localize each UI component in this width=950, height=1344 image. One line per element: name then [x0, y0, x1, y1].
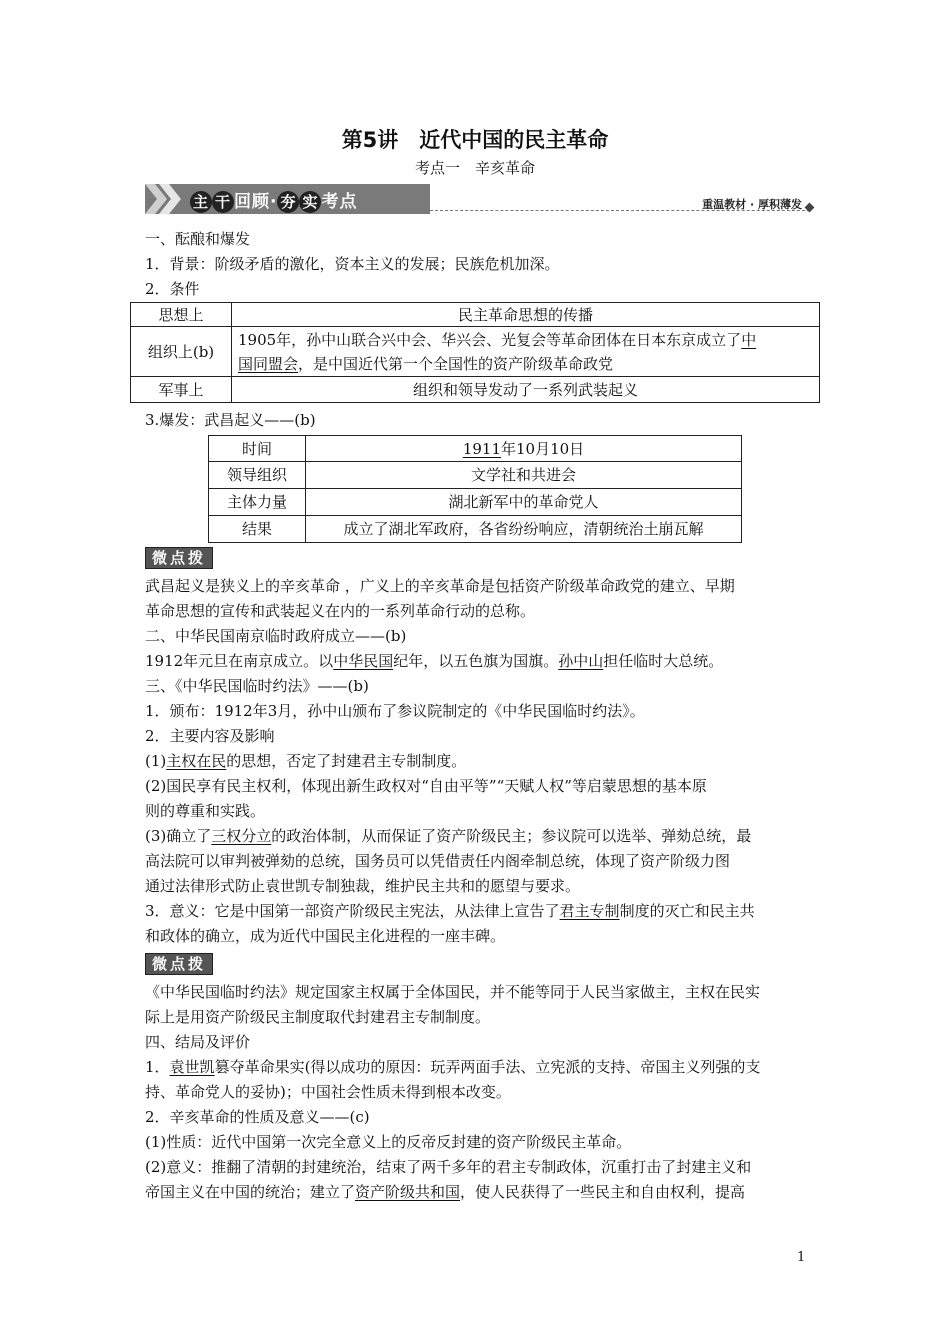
table-cell-label: 思想上	[131, 303, 232, 327]
table-cell: 成立了湖北军政府，各省纷纷响应，清朝统治土崩瓦解	[306, 516, 742, 543]
paragraph: 际上是用资产阶级民主制度取代封建君主专制制度。	[145, 1008, 491, 1026]
paragraph: 革命思想的宣传和武装起义在内的一系列革命行动的总称。	[145, 602, 536, 620]
paragraph: 2．主要内容及影响	[145, 727, 275, 745]
table-cell: 组织和领导发动了一系列武装起义	[232, 377, 820, 403]
tip-badge: 微点拨	[145, 953, 213, 975]
paragraph: 3．意义：它是中国第一部资产阶级民主宪法，从法律上宣告了君主专制制度的灭亡和民主共	[145, 902, 755, 920]
tip-badge: 微点拨	[145, 547, 213, 569]
conditions-table	[130, 302, 820, 403]
paragraph: 1912年元旦在南京成立。以中华民国纪年，以五色旗为国旗。孙中山担任临时大总统。	[145, 652, 724, 670]
section-heading: 四、结局及评价	[145, 1033, 251, 1051]
section-heading: 一、酝酿和爆发	[145, 230, 251, 248]
page-number: 1	[797, 1250, 806, 1265]
page-title: 第5讲 近代中国的民主革命	[341, 128, 609, 152]
paragraph: 高法院可以审判被弹劾的总统，国务员可以凭借责任内阁牵制总统，体现了资产阶级力图	[145, 852, 731, 870]
wuchang-table	[208, 435, 742, 543]
paragraph: (1)主权在民的思想，否定了封建君主专制制度。	[145, 752, 467, 770]
paragraph: 1．背景：阶级矛盾的激化，资本主义的发展；民族危机加深。	[145, 255, 560, 273]
paragraph: 和政体的确立，成为近代中国民主化进程的一座丰碑。	[145, 927, 506, 945]
paragraph: 3.爆发：武昌起义——(b)	[145, 411, 316, 429]
paragraph: 通过法律形式防止袁世凯专制独裁，维护民主共和的愿望与要求。	[145, 877, 581, 895]
paragraph: 2．条件	[145, 280, 200, 298]
paragraph: 2．辛亥革命的性质及意义——(c)	[145, 1108, 370, 1126]
table-cell: 湖北新军中的革命党人	[306, 489, 742, 516]
table-cell-label: 主体力量	[209, 489, 306, 516]
paragraph: (3)确立了三权分立的政治体制，从而保证了资产阶级民主；参议院可以选举、弹劾总统，最	[145, 827, 752, 845]
table-cell-label: 军事上	[131, 377, 232, 403]
paragraph: (1)性质：近代中国第一次完全意义上的反帝反封建的资产阶级民主革命。	[145, 1133, 632, 1151]
paragraph: 1．袁世凯篡夺革命果实(得以成功的原因：玩弄两面手法、立宪派的支持、帝国主义列强的支	[145, 1058, 761, 1076]
paragraph: 武昌起义是狭义上的辛亥革命 ，广义上的辛亥革命是包括资产阶级革命政党的建立、早期	[145, 577, 735, 595]
table-cell: 民主革命思想的传播	[232, 303, 820, 327]
table-cell-label: 领导组织	[209, 462, 306, 489]
chevron-arrows-icon	[145, 184, 185, 214]
paragraph: 《中华民国临时约法》规定国家主权属于全体国民，并不能等同于人民当家做主，主权在民实	[145, 983, 761, 1001]
section-heading: 二、中华民国南京临时政府成立——(b)	[145, 627, 407, 645]
table-cell-label: 组织上(b)	[131, 327, 232, 377]
paragraph: (2)国民享有民主权利，体现出新生政权对“自由平等”“天赋人权”等启蒙思想的基本原	[145, 777, 707, 795]
table-cell: 1905年，孙中山联合兴中会、华兴会、光复会等革命团体在日本东京成立了中 国同盟会，是中国近代第一个全国性的资产阶级革命政党	[232, 327, 820, 377]
paragraph: 帝国主义在中国的统治；建立了资产阶级共和国，使人民获得了一些民主和自由权利，提高	[145, 1183, 746, 1201]
paragraph: (2)意义：推翻了清朝的封建统治，结束了两千多年的君主专制政体，沉重打击了封建主义和	[145, 1158, 752, 1176]
section-heading: 三、《中华民国临时约法》——(b)	[145, 677, 369, 695]
banner-slogan: 重温教材 · 厚积薄发	[702, 198, 802, 211]
paragraph: 持、革命党人的妥协)；中国社会性质未得到根本改变。	[145, 1083, 511, 1101]
paragraph: 则的尊重和实践。	[145, 802, 266, 820]
table-cell: 文学社和共进会	[306, 462, 742, 489]
paragraph: 1．颁布：1912年3月，孙中山颁布了参议院制定的《中华民国临时约法》。	[145, 702, 645, 720]
table-cell-label: 结果	[209, 516, 306, 543]
table-cell: 1911年10月10日	[306, 436, 742, 462]
section-subtitle: 考点一 辛亥革命	[414, 159, 535, 177]
banner-title: 主 干 回顾· 夯 实 考点	[190, 187, 357, 213]
table-cell-label: 时间	[209, 436, 306, 462]
